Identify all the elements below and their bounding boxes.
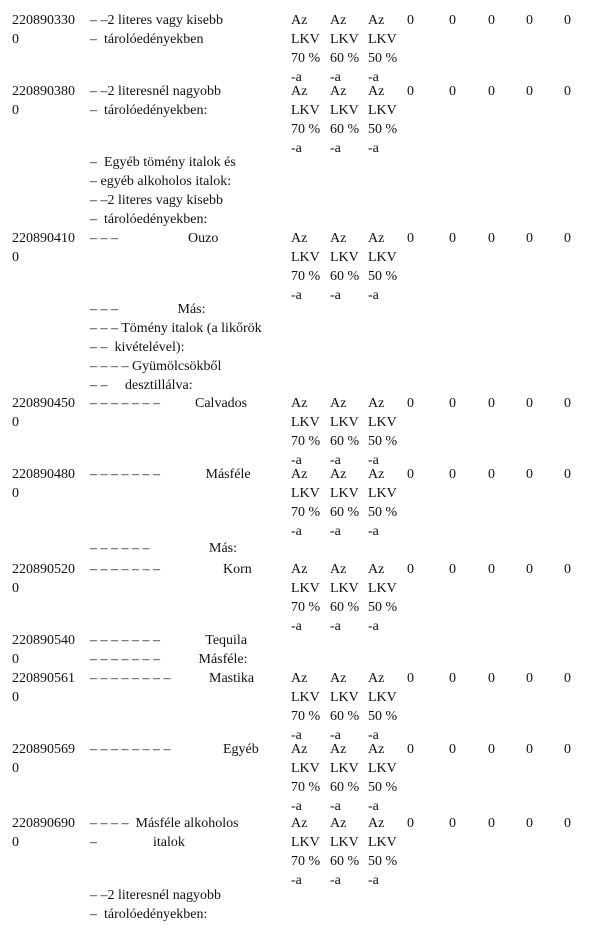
description-line: – Egyéb tömény italok és bbox=[90, 155, 236, 170]
tariff-description bbox=[90, 300, 290, 395]
tariff-description bbox=[90, 631, 290, 669]
tariff-code bbox=[12, 814, 90, 852]
description-line: – – kivételével): bbox=[90, 340, 185, 355]
duty-rate-cell bbox=[291, 560, 331, 636]
duty-value-cell: 0 bbox=[449, 562, 456, 577]
duty-rate-line: Az bbox=[291, 467, 308, 482]
duty-value-cell: 0 bbox=[488, 671, 495, 686]
duty-rate-line: 70 % bbox=[291, 269, 321, 284]
description-line: – – – – – – – Tequila bbox=[90, 633, 248, 648]
duty-rate-line: Az bbox=[330, 742, 347, 757]
duty-rate-cell bbox=[330, 740, 370, 816]
duty-value-cell: 0 bbox=[564, 562, 571, 577]
duty-rate-line: LKV bbox=[330, 415, 359, 430]
tariff-code-suffix: 0 bbox=[12, 761, 19, 776]
duty-rate-line: Az bbox=[291, 231, 308, 246]
duty-value-cell: 0 bbox=[407, 84, 414, 99]
duty-rate-line: Az bbox=[368, 84, 385, 99]
duty-rate-line: 70 % bbox=[291, 51, 321, 66]
duty-rate-line: -a bbox=[330, 141, 341, 156]
duty-rate-line: -a bbox=[368, 873, 379, 888]
duty-rate-line: LKV bbox=[330, 103, 359, 118]
duty-rate-line: 60 % bbox=[330, 600, 360, 615]
duty-value-cell: 0 bbox=[526, 84, 533, 99]
description-line: – – – – Gyümölcsökből bbox=[90, 359, 222, 374]
duty-value-cell: 0 bbox=[449, 396, 456, 411]
tariff-code-number: 220890380 bbox=[12, 84, 75, 99]
tariff-code-number: 220890410 bbox=[12, 231, 75, 246]
description-line: – –2 literes vagy kisebb bbox=[90, 193, 223, 208]
tariff-description bbox=[90, 886, 290, 924]
duty-rate-line: 50 % bbox=[368, 600, 398, 615]
tariff-code-suffix: 0 bbox=[12, 835, 19, 850]
tariff-code bbox=[12, 631, 90, 669]
description-line: – –2 literesnél nagyobb bbox=[90, 888, 222, 903]
tariff-code bbox=[12, 82, 90, 120]
duty-value-cell: 0 bbox=[526, 467, 533, 482]
tariff-code-suffix: 0 bbox=[12, 250, 19, 265]
description-line: – tárolóedényekben: bbox=[90, 212, 208, 227]
tariff-code bbox=[12, 229, 90, 267]
duty-rate-line: LKV bbox=[330, 835, 359, 850]
duty-rate-cell bbox=[291, 465, 331, 541]
tariff-code-suffix: 0 bbox=[12, 581, 19, 596]
duty-value-cell: 0 bbox=[526, 13, 533, 28]
duty-rate-line: LKV bbox=[368, 835, 397, 850]
duty-rate-line: 60 % bbox=[330, 51, 360, 66]
duty-rate-line: 70 % bbox=[291, 600, 321, 615]
duty-value-cell: 0 bbox=[526, 742, 533, 757]
duty-value-cell: 0 bbox=[564, 671, 571, 686]
duty-rate-line: Az bbox=[368, 671, 385, 686]
duty-rate-line: 60 % bbox=[330, 505, 360, 520]
duty-rate-line: -a bbox=[291, 799, 302, 814]
duty-rate-cell bbox=[291, 669, 331, 745]
duty-rate-line: LKV bbox=[330, 32, 359, 47]
duty-rate-line: Az bbox=[368, 13, 385, 28]
duty-value-cell: 0 bbox=[407, 816, 414, 831]
duty-rate-line: Az bbox=[330, 396, 347, 411]
duty-rate-line: 70 % bbox=[291, 780, 321, 795]
duty-rate-line: 50 % bbox=[368, 780, 398, 795]
duty-value-cell: 0 bbox=[407, 671, 414, 686]
duty-value-cell: 0 bbox=[449, 816, 456, 831]
description-line: – egyéb alkoholos italok: bbox=[90, 174, 232, 189]
duty-rate-cell bbox=[330, 229, 370, 305]
duty-rate-line: Az bbox=[368, 562, 385, 577]
description-line: – tárolóedényekben: bbox=[90, 907, 208, 922]
duty-value-cell: 0 bbox=[488, 816, 495, 831]
duty-rate-cell bbox=[291, 814, 331, 890]
duty-value-cell: 0 bbox=[407, 562, 414, 577]
tariff-description bbox=[90, 394, 290, 413]
tariff-code bbox=[12, 740, 90, 778]
duty-rate-line: LKV bbox=[291, 486, 320, 501]
duty-rate-line: LKV bbox=[330, 486, 359, 501]
duty-value-cell: 0 bbox=[526, 671, 533, 686]
duty-value-cell: 0 bbox=[564, 396, 571, 411]
duty-rate-line: -a bbox=[368, 141, 379, 156]
duty-rate-line: Az bbox=[368, 467, 385, 482]
duty-rate-line: LKV bbox=[368, 103, 397, 118]
description-line: – – – – – – – Másféle bbox=[90, 467, 251, 482]
description-line: – tárolóedényekben bbox=[90, 32, 204, 47]
duty-rate-cell bbox=[330, 394, 370, 470]
duty-value-cell: 0 bbox=[526, 816, 533, 831]
duty-rate-line: LKV bbox=[330, 581, 359, 596]
duty-value-cell: 0 bbox=[449, 84, 456, 99]
duty-rate-line: Az bbox=[368, 231, 385, 246]
duty-value-cell: 0 bbox=[407, 467, 414, 482]
tariff-description bbox=[90, 82, 290, 120]
duty-value-cell: 0 bbox=[526, 396, 533, 411]
duty-value-cell: 0 bbox=[449, 231, 456, 246]
duty-value-cell: 0 bbox=[526, 231, 533, 246]
duty-rate-line: LKV bbox=[330, 250, 359, 265]
duty-value-cell: 0 bbox=[449, 671, 456, 686]
duty-rate-cell bbox=[291, 740, 331, 816]
duty-rate-line: 60 % bbox=[330, 854, 360, 869]
duty-rate-line: 60 % bbox=[330, 122, 360, 137]
tariff-code-number: 220890520 bbox=[12, 562, 75, 577]
duty-rate-line: -a bbox=[368, 70, 379, 85]
tariff-description bbox=[90, 11, 290, 49]
duty-rate-line: Az bbox=[291, 13, 308, 28]
duty-rate-line: -a bbox=[330, 524, 341, 539]
description-line: – – desztillálva: bbox=[90, 378, 193, 393]
tariff-description bbox=[90, 560, 290, 579]
duty-rate-line: -a bbox=[368, 524, 379, 539]
duty-rate-cell bbox=[330, 814, 370, 890]
duty-rate-cell bbox=[330, 465, 370, 541]
duty-rate-line: LKV bbox=[368, 415, 397, 430]
duty-rate-cell bbox=[330, 669, 370, 745]
tariff-description bbox=[90, 740, 290, 759]
duty-rate-line: Az bbox=[291, 84, 308, 99]
tariff-code-suffix: 0 bbox=[12, 486, 19, 501]
tariff-code-suffix: 0 bbox=[12, 652, 19, 667]
duty-rate-line: -a bbox=[330, 728, 341, 743]
duty-rate-line: LKV bbox=[330, 690, 359, 705]
duty-rate-line: LKV bbox=[291, 32, 320, 47]
description-line: – tárolóedényekben: bbox=[90, 103, 208, 118]
duty-rate-line: -a bbox=[291, 453, 302, 468]
tariff-code-number: 220890330 bbox=[12, 13, 75, 28]
tariff-code-number: 220890690 bbox=[12, 816, 75, 831]
duty-value-cell: 0 bbox=[407, 396, 414, 411]
duty-rate-line: LKV bbox=[368, 486, 397, 501]
duty-rate-line: LKV bbox=[368, 250, 397, 265]
duty-rate-line: 70 % bbox=[291, 122, 321, 137]
duty-rate-line: LKV bbox=[368, 581, 397, 596]
duty-rate-line: LKV bbox=[291, 835, 320, 850]
duty-value-cell: 0 bbox=[564, 231, 571, 246]
tariff-description bbox=[90, 669, 290, 688]
tariff-description bbox=[90, 814, 290, 852]
duty-value-cell: 0 bbox=[488, 562, 495, 577]
tariff-code-number: 220890540 bbox=[12, 633, 75, 648]
duty-rate-line: LKV bbox=[291, 581, 320, 596]
duty-rate-line: 60 % bbox=[330, 780, 360, 795]
tariff-code-number: 220890450 bbox=[12, 396, 75, 411]
duty-value-cell: 0 bbox=[488, 84, 495, 99]
duty-rate-line: -a bbox=[291, 70, 302, 85]
duty-rate-line: -a bbox=[368, 453, 379, 468]
duty-rate-line: -a bbox=[330, 453, 341, 468]
duty-rate-line: Az bbox=[330, 467, 347, 482]
duty-rate-line: -a bbox=[291, 288, 302, 303]
description-line: – – – – Másféle alkoholos bbox=[90, 816, 239, 831]
duty-rate-line: -a bbox=[291, 619, 302, 634]
duty-value-cell: 0 bbox=[449, 742, 456, 757]
duty-rate-line: -a bbox=[291, 873, 302, 888]
duty-value-cell: 0 bbox=[564, 816, 571, 831]
duty-rate-line: LKV bbox=[368, 690, 397, 705]
duty-rate-line: -a bbox=[368, 288, 379, 303]
duty-rate-line: LKV bbox=[291, 761, 320, 776]
duty-rate-line: -a bbox=[330, 873, 341, 888]
duty-rate-line: 70 % bbox=[291, 709, 321, 724]
duty-value-cell: 0 bbox=[449, 467, 456, 482]
duty-rate-line: 50 % bbox=[368, 505, 398, 520]
duty-value-cell: 0 bbox=[564, 13, 571, 28]
duty-rate-line: Az bbox=[291, 742, 308, 757]
duty-rate-line: -a bbox=[330, 799, 341, 814]
duty-value-cell: 0 bbox=[407, 231, 414, 246]
duty-value-cell: 0 bbox=[488, 742, 495, 757]
duty-rate-line: 60 % bbox=[330, 269, 360, 284]
tariff-code bbox=[12, 560, 90, 598]
description-line: – – – Más: bbox=[90, 302, 206, 317]
duty-rate-line: 60 % bbox=[330, 434, 360, 449]
description-line: – –2 literes vagy kisebb bbox=[90, 13, 223, 28]
tariff-code bbox=[12, 11, 90, 49]
description-line: – – – – – – – Calvados bbox=[90, 396, 248, 411]
duty-rate-cell bbox=[291, 82, 331, 158]
description-line: – – – – – – Más: bbox=[90, 541, 237, 556]
duty-value-cell: 0 bbox=[526, 562, 533, 577]
tariff-description bbox=[90, 465, 290, 484]
duty-rate-line: LKV bbox=[291, 690, 320, 705]
duty-rate-line: -a bbox=[368, 728, 379, 743]
duty-rate-line: Az bbox=[291, 396, 308, 411]
tariff-code bbox=[12, 394, 90, 432]
duty-rate-line: -a bbox=[291, 141, 302, 156]
tariff-code-suffix: 0 bbox=[12, 32, 19, 47]
duty-rate-line: 50 % bbox=[368, 709, 398, 724]
duty-rate-line: LKV bbox=[291, 415, 320, 430]
duty-rate-line: 70 % bbox=[291, 434, 321, 449]
duty-rate-line: Az bbox=[330, 816, 347, 831]
duty-rate-line: LKV bbox=[330, 761, 359, 776]
duty-rate-line: -a bbox=[368, 799, 379, 814]
duty-rate-line: -a bbox=[330, 288, 341, 303]
duty-rate-line: LKV bbox=[291, 250, 320, 265]
duty-rate-line: Az bbox=[291, 816, 308, 831]
description-line: – – – – – – – Korn bbox=[90, 562, 252, 577]
duty-rate-line: -a bbox=[291, 728, 302, 743]
description-line: – – – – – – – – Egyéb bbox=[90, 742, 259, 757]
duty-rate-line: LKV bbox=[291, 103, 320, 118]
description-line: – –2 literesnél nagyobb bbox=[90, 84, 222, 99]
tariff-code-suffix: 0 bbox=[12, 103, 19, 118]
tariff-description bbox=[90, 229, 290, 248]
duty-rate-line: Az bbox=[330, 84, 347, 99]
duty-rate-line: -a bbox=[368, 619, 379, 634]
duty-rate-line: Az bbox=[330, 231, 347, 246]
tariff-code-number: 220890561 bbox=[12, 671, 75, 686]
duty-rate-cell bbox=[291, 394, 331, 470]
description-line: – – – Tömény italok (a likőrök bbox=[90, 321, 262, 336]
duty-value-cell: 0 bbox=[564, 84, 571, 99]
duty-rate-line: Az bbox=[368, 816, 385, 831]
duty-rate-line: -a bbox=[291, 524, 302, 539]
tariff-code-number: 220890569 bbox=[12, 742, 75, 757]
duty-rate-line: LKV bbox=[368, 32, 397, 47]
duty-rate-line: Az bbox=[368, 396, 385, 411]
duty-rate-line: -a bbox=[330, 619, 341, 634]
duty-value-cell: 0 bbox=[407, 742, 414, 757]
duty-rate-cell bbox=[291, 11, 331, 87]
tariff-code bbox=[12, 669, 90, 707]
duty-value-cell: 0 bbox=[488, 231, 495, 246]
duty-value-cell: 0 bbox=[564, 742, 571, 757]
duty-rate-line: LKV bbox=[368, 761, 397, 776]
tariff-code-number: 220890480 bbox=[12, 467, 75, 482]
duty-rate-line: 70 % bbox=[291, 505, 321, 520]
tariff-code-suffix: 0 bbox=[12, 690, 19, 705]
duty-rate-line: Az bbox=[330, 13, 347, 28]
description-line: – italok bbox=[90, 835, 185, 850]
tariff-code bbox=[12, 465, 90, 503]
description-line: – – – – – – – Másféle: bbox=[90, 652, 248, 667]
duty-rate-line: 50 % bbox=[368, 122, 398, 137]
duty-rate-line: Az bbox=[368, 742, 385, 757]
description-line: – – – – – – – – Mastika bbox=[90, 671, 255, 686]
duty-rate-cell bbox=[291, 229, 331, 305]
duty-value-cell: 0 bbox=[449, 13, 456, 28]
duty-rate-line: Az bbox=[330, 562, 347, 577]
duty-value-cell: 0 bbox=[488, 13, 495, 28]
duty-rate-line: 50 % bbox=[368, 51, 398, 66]
description-line: – – – Ouzo bbox=[90, 231, 219, 246]
duty-rate-line: Az bbox=[291, 562, 308, 577]
duty-rate-line: Az bbox=[291, 671, 308, 686]
duty-rate-line: -a bbox=[330, 70, 341, 85]
tariff-description bbox=[90, 539, 290, 558]
duty-rate-cell bbox=[330, 560, 370, 636]
duty-rate-line: 50 % bbox=[368, 854, 398, 869]
tariff-description bbox=[90, 153, 290, 229]
duty-rate-line: 70 % bbox=[291, 854, 321, 869]
duty-value-cell: 0 bbox=[564, 467, 571, 482]
duty-value-cell: 0 bbox=[407, 13, 414, 28]
duty-rate-line: Az bbox=[330, 671, 347, 686]
duty-value-cell: 0 bbox=[488, 467, 495, 482]
duty-rate-cell bbox=[330, 11, 370, 87]
duty-rate-line: 60 % bbox=[330, 709, 360, 724]
tariff-code-suffix: 0 bbox=[12, 415, 19, 430]
duty-rate-line: 50 % bbox=[368, 269, 398, 284]
duty-rate-line: 50 % bbox=[368, 434, 398, 449]
duty-value-cell: 0 bbox=[488, 396, 495, 411]
duty-rate-cell bbox=[330, 82, 370, 158]
